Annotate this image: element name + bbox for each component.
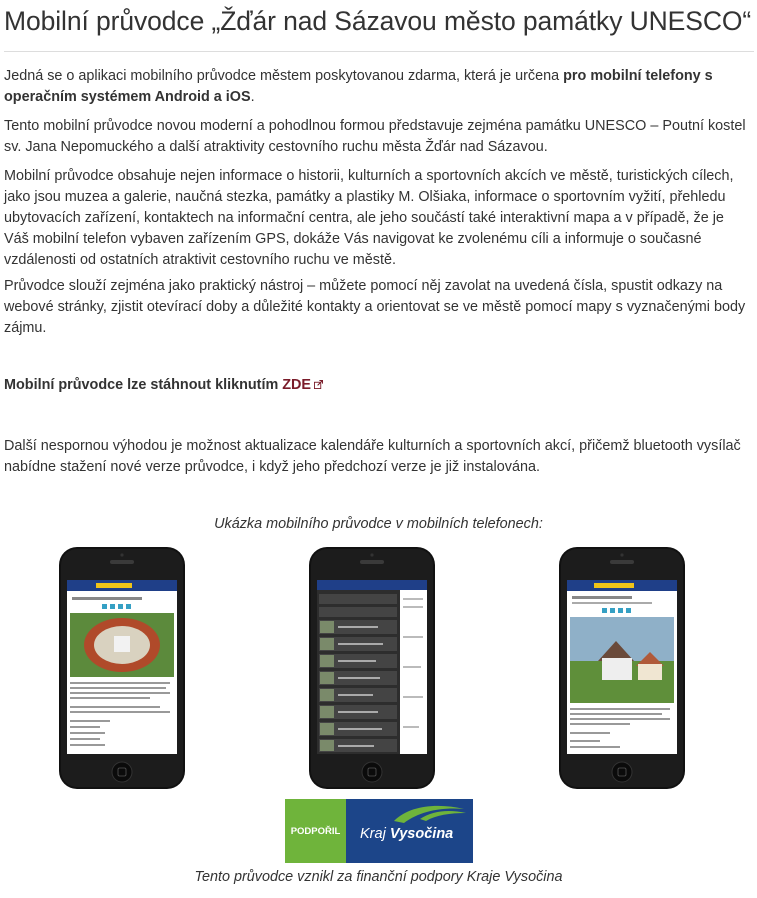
swoosh-icon (390, 803, 468, 825)
intro-end: . (250, 89, 255, 105)
content-paragraph: Mobilní průvodce obsahuje nejen informace o historii, kulturních a sportovních akcích ve městě, turistických cílech, jako jsou muzea a galerie, naučná stezka, památky a plastiky M. Olšiaka, informace o sportovním vyžití, přehledu ubytovacích zařízení, kontaktech na informační centra, ale jeho součástí také interaktivní mapa a v případě, že je Váš mobilní telefon vybaven zařízením GPS, dokáže Vás navigovat ke zvolenému cíli a informuje o současné vzdálenosti od ostatních atraktivit cestovního ruchu ve městě. (4, 168, 734, 268)
phone-screenshot-1 (58, 546, 186, 790)
external-link-icon[interactable] (314, 380, 323, 389)
logo-brand-panel (346, 799, 473, 863)
logo-kraj: Kraj (360, 826, 390, 842)
download-link[interactable]: ZDE (282, 377, 312, 393)
logo-wordmark (360, 826, 453, 842)
practical-paragraph: Průvodce slouží zejména jako praktický nástroj – můžete pomocí něj zavolat na uvedená čísla, spustit odkazy na webové stránky, zjistit otevírací doby a důležité kontakty a orientovat se ve městě pomocí mapy s vyznačenými body zájmu. (4, 278, 746, 336)
kraj-vysocina-logo (285, 799, 473, 863)
unesco-paragraph: Tento mobilní průvodce novou moderní a pohodlnou formou představuje zejména památku UNESCO – Poutní kostel sv. Jana Nepomuckého a další atraktivity cestovního ruchu města Žďár nad Sázavou. (4, 118, 746, 155)
download-paragraph (4, 375, 752, 396)
page-title: Mobilní průvodce „Žďár nad Sázavou město památky UNESCO“ (4, 6, 752, 36)
support-caption: Tento průvodce vznikl za finanční podpory Kraje Vysočina (194, 869, 563, 885)
phone-screenshot-3 (558, 546, 686, 790)
intro-bold-text: pro mobilní telefony s operačním systémem Android a iOS (4, 68, 713, 105)
logo-vysocina: Vysočina (389, 826, 454, 842)
intro-text: Jedná se o aplikaci mobilního průvodce městem poskytovanou zdarma, která je určena (4, 68, 564, 84)
title-divider (4, 51, 754, 52)
phone-screenshot-2 (308, 546, 436, 790)
download-text: Mobilní průvodce lze stáhnout kliknutím (4, 377, 283, 393)
phones-caption: Ukázka mobilního průvodce v mobilních telefonech: (214, 516, 543, 532)
intro-paragraph (4, 66, 752, 108)
update-paragraph: Další nespornou výhodou je možnost aktualizace kalendáře kulturních a sportovních akcí, přičemž bluetooth vysílač nabídne stažení nové verze průvodce, i když jeho předchozí verze je již instalována. (4, 438, 741, 475)
logo-supported-label: PODPOŘIL (285, 799, 346, 863)
